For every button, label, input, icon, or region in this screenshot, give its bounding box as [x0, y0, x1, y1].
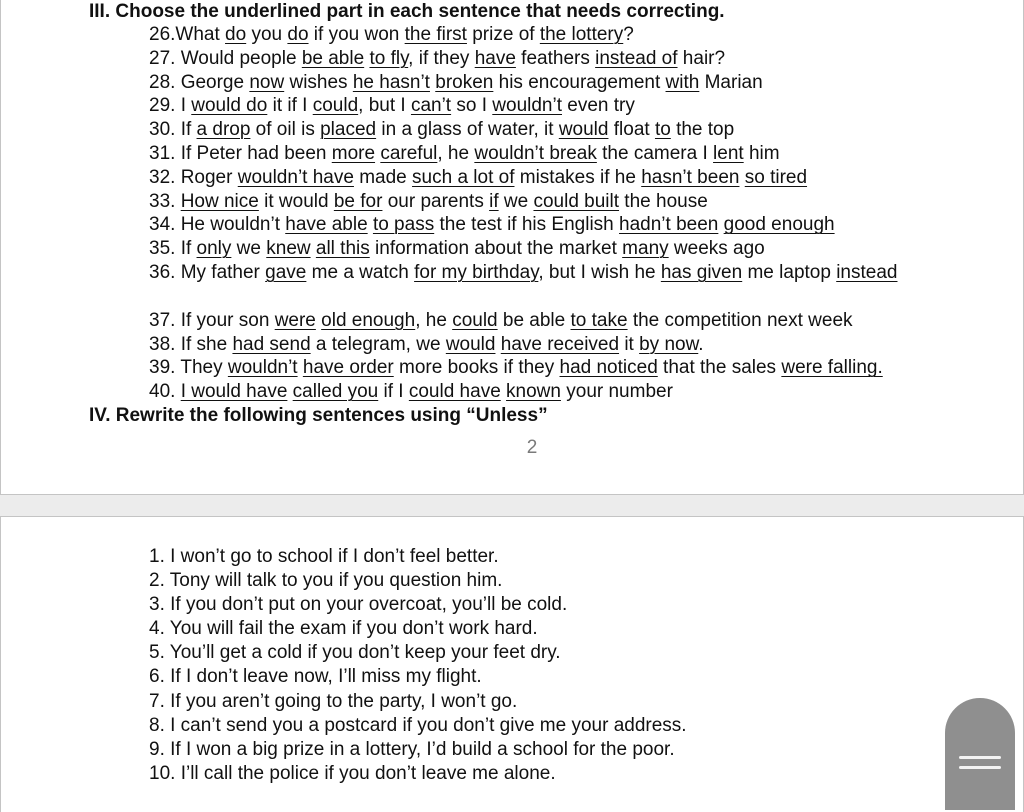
underlined-option: have: [474, 47, 516, 69]
question-text: 28. George: [149, 71, 250, 93]
question-text: the house: [619, 190, 708, 212]
underlined-option: broken: [435, 71, 494, 93]
underlined-option: lent: [713, 142, 744, 164]
question-text: .: [698, 333, 704, 355]
question-text: , but I wish he: [538, 261, 661, 283]
underlined-option: all this: [315, 238, 370, 260]
question-text: weeks ago: [668, 238, 765, 260]
underlined-option: careful: [380, 142, 438, 164]
menu-lines-icon: [959, 756, 1001, 759]
sentence-item: 3. If you don’t put on your overcoat, you’ll be cold.: [149, 594, 568, 616]
underlined-option: to take: [570, 309, 628, 331]
sentence-item: 4. You will fail the exam if you don’t work hard.: [149, 618, 538, 640]
underlined-option: has given: [660, 261, 743, 283]
underlined-option: to fly: [369, 47, 409, 69]
section-3-question-list: [149, 23, 897, 404]
question-text: 38. If she: [149, 333, 233, 355]
underlined-option: were falling.: [781, 357, 883, 379]
underlined-option: be for: [333, 190, 383, 212]
underlined-option: have order: [302, 357, 394, 379]
underlined-option: can’t: [410, 95, 452, 117]
document-page-2: [0, 516, 1024, 812]
question-text: we: [498, 190, 534, 212]
question-text: if you won: [308, 24, 405, 45]
question-item: [149, 23, 897, 47]
question-text: , but I: [358, 95, 411, 117]
underlined-option: for my birthday: [414, 261, 539, 283]
question-item: [149, 166, 897, 190]
question-text: , he: [437, 142, 475, 164]
underlined-option: could: [312, 95, 359, 117]
underlined-option: I would have: [180, 381, 288, 403]
question-text: it would: [258, 190, 334, 212]
section-3-heading: III. Choose the underlined part in each sentence that needs correcting.: [89, 1, 725, 22]
underlined-option: wouldn’t: [492, 95, 562, 117]
question-text: me a watch: [306, 261, 415, 283]
question-text: 32. Roger: [149, 166, 238, 188]
underlined-option: many: [622, 238, 669, 260]
question-text: it: [619, 333, 640, 355]
question-item: [149, 71, 897, 95]
question-item: [149, 333, 897, 357]
underlined-option: more: [331, 142, 376, 164]
question-text: prize of: [466, 24, 540, 45]
question-text: you: [246, 24, 288, 45]
sentence-item: 8. I can’t send you a postcard if you don’t give me your address.: [149, 714, 687, 736]
question-item: [149, 213, 897, 237]
sentence-item: 1. I won’t go to school if I don’t feel better.: [149, 546, 499, 567]
question-text: more books if they: [393, 357, 560, 379]
underlined-option: with: [665, 71, 700, 93]
underlined-option: so tired: [744, 166, 808, 188]
question-text: 31. If Peter had been: [149, 142, 332, 164]
underlined-option: such a lot of: [412, 166, 515, 188]
underlined-option: do: [287, 24, 309, 45]
underlined-option: if: [489, 190, 499, 212]
underlined-option: only: [196, 238, 232, 260]
question-text: 36. My father: [149, 261, 266, 283]
question-text: information about the market: [369, 238, 623, 260]
question-item: [149, 118, 897, 142]
question-text: float: [608, 119, 655, 141]
underlined-option: knew: [266, 238, 311, 260]
underlined-option: to: [654, 119, 671, 141]
question-text: 35. If: [149, 238, 197, 260]
question-item: [149, 142, 897, 166]
sentence-item: 6. If I don’t leave now, I’ll miss my flight.: [149, 666, 482, 688]
underlined-option: the lottery: [539, 24, 624, 45]
sentence-item: 2. Tony will talk to you if you question him.: [149, 570, 503, 592]
underlined-option: had noticed: [559, 357, 658, 379]
underlined-option: be able: [301, 47, 365, 69]
sentence-item: 9. If I won a big prize in a lottery, I’d build a school for the poor.: [149, 738, 675, 760]
question-item: [149, 380, 897, 404]
question-text: 30. If: [149, 119, 197, 141]
question-text: it if I: [267, 95, 313, 117]
question-text: if I: [378, 381, 409, 403]
question-item: [149, 309, 897, 333]
section-4-sentence-list: [149, 545, 687, 786]
question-text: ?: [623, 24, 634, 45]
question-text: hair?: [677, 47, 726, 69]
question-text: so I: [451, 95, 493, 117]
underlined-option: gave: [265, 261, 307, 283]
question-item: [149, 261, 897, 285]
question-item: [149, 94, 897, 118]
question-text: , if they: [408, 47, 475, 69]
question-text: 33.: [149, 190, 181, 212]
underlined-option: hadn’t been: [619, 214, 719, 236]
underlined-option: he hasn’t: [352, 71, 430, 93]
question-text: your number: [560, 381, 673, 403]
underlined-option: do: [225, 24, 247, 45]
question-text: the competition next week: [627, 309, 853, 331]
underlined-option: instead of: [595, 47, 678, 69]
underlined-option: to pass: [372, 214, 435, 236]
question-text: 27. Would people: [149, 47, 302, 69]
question-text: 26.What: [149, 24, 226, 45]
underlined-option: known: [506, 381, 561, 403]
underlined-option: would: [558, 119, 609, 141]
question-text: his encouragement: [493, 71, 666, 93]
question-text: feathers: [515, 47, 596, 69]
question-text: the top: [670, 119, 735, 141]
underlined-option: wouldn’t: [227, 357, 298, 379]
underlined-option: could: [452, 309, 498, 331]
question-item: [149, 237, 897, 261]
question-text: a telegram, we: [310, 333, 446, 355]
underlined-option: hasn’t been: [641, 166, 740, 188]
underlined-option: were: [274, 309, 316, 331]
underlined-option: called you: [292, 381, 379, 403]
question-text: , he: [415, 309, 453, 331]
question-text: even try: [562, 95, 635, 117]
question-text: we: [231, 238, 267, 260]
underlined-option: could built: [533, 190, 620, 212]
question-text: that the sales: [657, 357, 782, 379]
question-text: mistakes if he: [514, 166, 642, 188]
question-text: Marian: [699, 71, 763, 93]
underlined-option: the first: [404, 24, 467, 45]
question-text: 34. He wouldn’t: [149, 214, 286, 236]
sentence-item: 5. You’ll get a cold if you don’t keep your feet dry.: [149, 642, 561, 664]
underlined-option: by now: [639, 333, 699, 355]
menu-lines-icon: [959, 766, 1001, 769]
page-number: 2: [526, 437, 538, 458]
question-text: 37. If your son: [149, 309, 275, 331]
question-text: 39. They: [149, 357, 228, 379]
question-text: be able: [497, 309, 571, 331]
underlined-option: could have: [408, 381, 501, 403]
section-4-heading: IV. Rewrite the following sentences using “Unless”: [89, 405, 548, 426]
question-text: 40.: [149, 381, 181, 403]
question-text: the test if his English: [434, 214, 620, 236]
question-item: [149, 47, 897, 71]
underlined-option: placed: [320, 119, 377, 141]
underlined-option: now: [249, 71, 285, 93]
question-text: made: [353, 166, 413, 188]
sentence-item: 10. I’ll call the police if you don’t leave me alone.: [149, 762, 556, 784]
question-item: [149, 356, 897, 380]
question-text: of oil is: [250, 119, 321, 141]
sentence-item: 7. If you aren’t going to the party, I won’t go.: [149, 690, 518, 712]
question-text: me laptop: [742, 261, 837, 283]
underlined-option: would: [445, 333, 496, 355]
underlined-option: have received: [500, 333, 620, 355]
underlined-option: How nice: [180, 190, 259, 212]
underlined-option: would do: [191, 95, 268, 117]
question-text: our parents: [382, 190, 490, 212]
question-text: in a glass of water, it: [376, 119, 559, 141]
underlined-option: instead: [836, 261, 898, 283]
underlined-option: good enough: [723, 214, 835, 236]
underlined-option: wouldn’t break: [474, 142, 597, 164]
scroll-handle[interactable]: [945, 698, 1015, 810]
underlined-option: old enough: [321, 309, 416, 331]
question-text: the camera I: [596, 142, 714, 164]
underlined-option: a drop: [196, 119, 251, 141]
question-text: 29. I: [149, 95, 192, 117]
underlined-option: had send: [232, 333, 311, 355]
underlined-option: wouldn’t have: [237, 166, 354, 188]
question-text: wishes: [284, 71, 353, 93]
underlined-option: have able: [285, 214, 368, 236]
question-text: him: [743, 142, 780, 164]
question-item: [149, 190, 897, 214]
